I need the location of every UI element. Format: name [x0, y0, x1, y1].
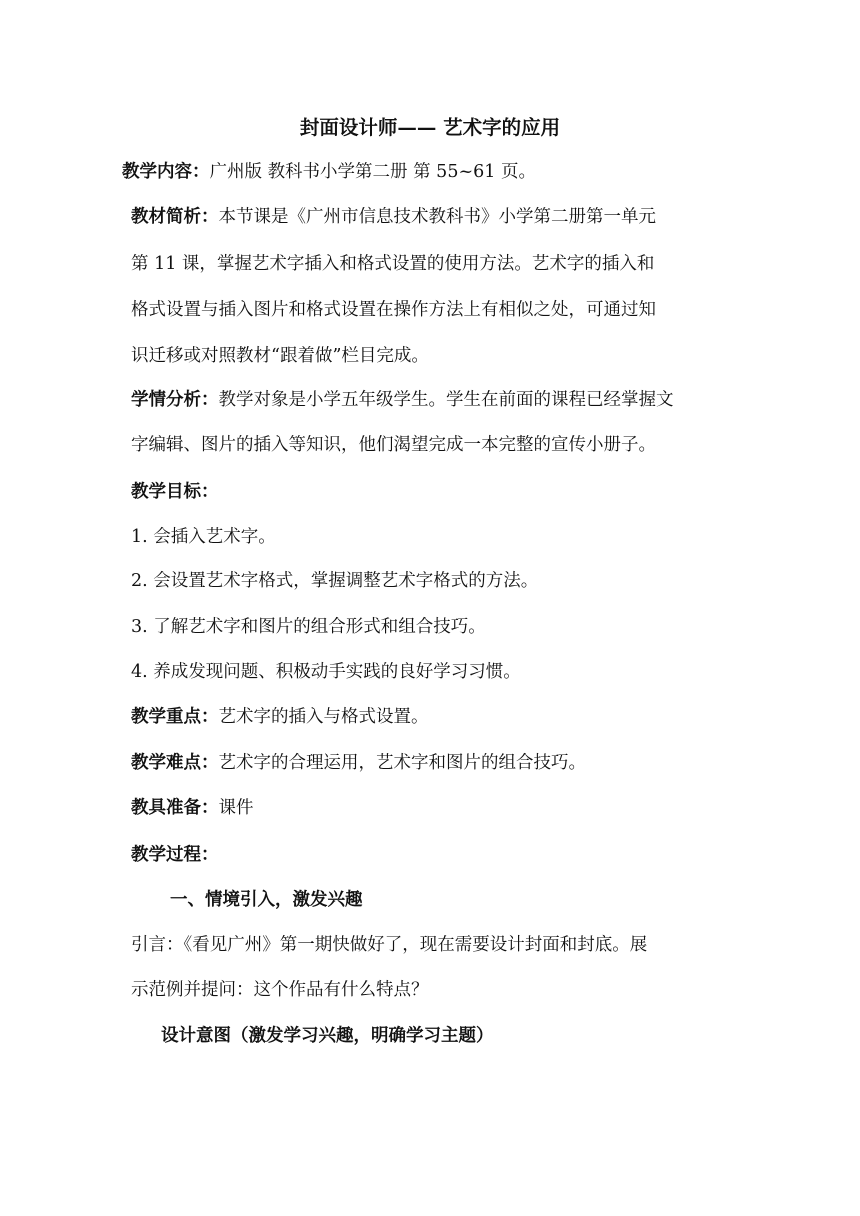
- teaching-content-label: 教学内容：: [122, 162, 210, 182]
- goal-item: 3. 了解艺术字和图片的组合形式和组合技巧。: [131, 617, 486, 637]
- key-point-text: 艺术字的插入与格式设置。: [218, 707, 429, 727]
- material-analysis-line-3: 格式设置与插入图片和格式设置在操作方法上有相似之处，可通过知: [131, 300, 656, 320]
- learner-analysis-text-1: 教学对象是小学五年级学生。学生在前面的课程已经掌握文: [218, 390, 674, 410]
- material-analysis-line-4: 识迁移或对照教材“跟着做”栏目完成。: [131, 346, 429, 366]
- key-point-label: 教学重点：: [131, 707, 219, 727]
- material-analysis-label: 教材简析：: [131, 207, 219, 227]
- key-point-line: [131, 705, 429, 729]
- teaching-tools-text: 课件: [218, 798, 254, 818]
- material-analysis-text-1: 本节课是《广州市信息技术教科书》小学第二册第一单元: [218, 207, 656, 227]
- goal-item: 1. 会插入艺术字。: [131, 527, 276, 547]
- intro-line-2: 示范例并提问：这个作品有什么特点？: [131, 980, 429, 1000]
- teaching-process-label: 教学过程：: [131, 845, 219, 865]
- document-title: 封面设计师—— 艺术字的应用: [299, 116, 561, 139]
- design-intent-line: 设计意图（激发学习兴趣，明确学习主题）: [161, 1026, 494, 1046]
- goal-item: 4. 养成发现问题、积极动手实践的良好学习习惯。: [131, 662, 521, 682]
- difficulty-label: 教学难点：: [131, 753, 219, 773]
- teaching-tools-label: 教具准备：: [131, 798, 219, 818]
- difficulty-line: [131, 751, 586, 775]
- goal-item: 2. 会设置艺术字格式，掌握调整艺术字格式的方法。: [131, 571, 539, 591]
- material-analysis-line-2: 第 11 课，掌握艺术字插入和格式设置的使用方法。艺术字的插入和: [131, 254, 655, 274]
- teaching-tools-line: [131, 796, 254, 820]
- learner-analysis-label: 学情分析：: [131, 390, 219, 410]
- teaching-content-text: 广州版 教科书小学第二册 第 55~61 页。: [209, 162, 536, 182]
- step-one-heading: 一、情境引入，激发兴趣: [170, 890, 363, 910]
- material-analysis-line-1: [131, 205, 656, 229]
- learner-analysis-line-2: 字编辑、图片的插入等知识，他们渴望完成一本完整的宣传小册子。: [131, 435, 656, 455]
- teaching-goals-label: 教学目标：: [131, 482, 219, 502]
- intro-line-1: 引言：《看见广州》第一期快做好了，现在需要设计封面和封底。展: [131, 935, 648, 955]
- learner-analysis-line-1: [131, 388, 674, 412]
- teaching-content-line: [122, 160, 536, 184]
- difficulty-text: 艺术字的合理运用，艺术字和图片的组合技巧。: [218, 753, 586, 773]
